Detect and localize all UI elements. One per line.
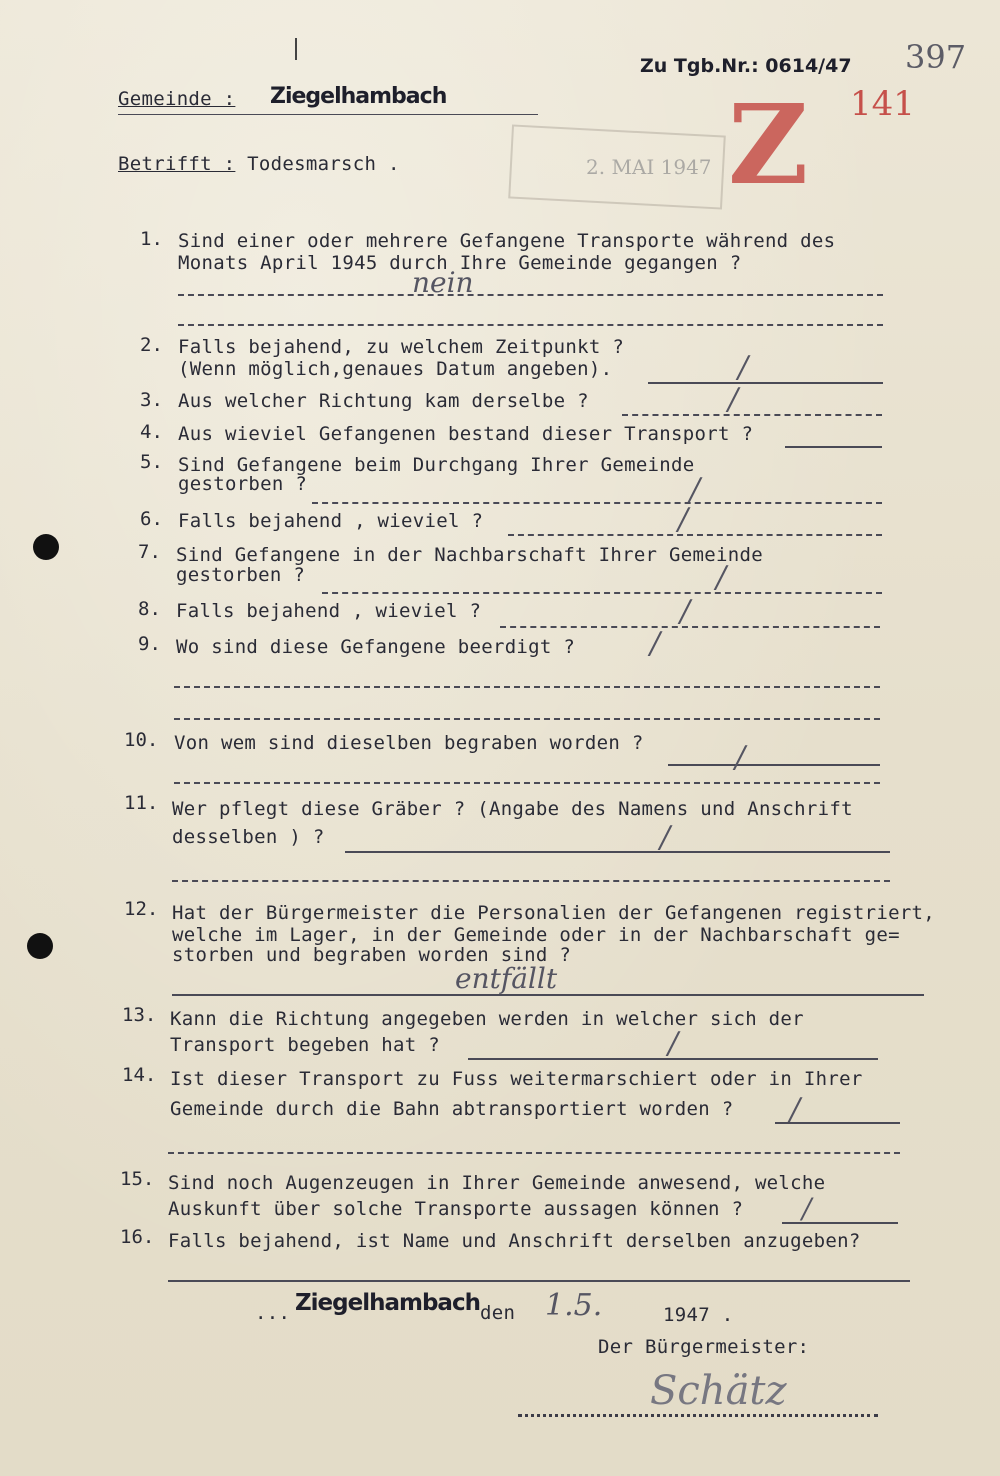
q11-line1: Wer pflegt diese Gräber ? (Angabe des Namens und Anschrift bbox=[172, 798, 853, 820]
q10-answer-line2 bbox=[174, 782, 880, 784]
q11-answer-line bbox=[345, 851, 890, 853]
betrifft-value: Todesmarsch . bbox=[247, 153, 400, 175]
q1-number: 1. bbox=[140, 228, 163, 250]
reference-number: Zu Tgb.Nr.: 0614/47 bbox=[640, 55, 852, 77]
page-number: 397 bbox=[905, 38, 967, 76]
top-tick-mark bbox=[295, 38, 297, 60]
q15-answer[interactable]: / bbox=[802, 1192, 812, 1225]
q16-answer-line bbox=[168, 1280, 910, 1282]
q6-answer[interactable]: / bbox=[678, 502, 689, 537]
signature-line bbox=[518, 1414, 878, 1417]
q13-answer[interactable]: / bbox=[668, 1026, 679, 1061]
q10-answer-line bbox=[668, 764, 880, 766]
q5-number: 5. bbox=[140, 451, 163, 473]
q6-number: 6. bbox=[140, 508, 163, 530]
q5-answer-line bbox=[312, 502, 882, 504]
q3-line1: Aus welcher Richtung kam derselbe ? bbox=[178, 390, 589, 412]
q2-number: 2. bbox=[140, 334, 163, 356]
q3-number: 3. bbox=[140, 389, 163, 411]
q2-line2: (Wenn möglich,genaues Datum angeben). bbox=[178, 358, 613, 380]
q13-line1: Kann die Richtung angegeben werden in welcher sich der bbox=[170, 1008, 804, 1030]
q13-number: 13. bbox=[122, 1004, 157, 1026]
q11-answer-line2 bbox=[172, 880, 890, 882]
betrifft-label: Betrifft : bbox=[118, 153, 236, 175]
q15-number: 15. bbox=[120, 1168, 155, 1190]
q2-answer[interactable]: / bbox=[738, 350, 749, 385]
q14-answer[interactable]: / bbox=[790, 1092, 801, 1127]
q10-number: 10. bbox=[124, 729, 159, 751]
q8-number: 8. bbox=[138, 598, 161, 620]
q3-answer[interactable]: / bbox=[728, 382, 739, 417]
red-annotation-number: 141 bbox=[850, 84, 915, 124]
q11-answer[interactable]: / bbox=[660, 820, 671, 855]
q7-answer-line bbox=[322, 592, 882, 594]
q8-line1: Falls bejahend , wieviel ? bbox=[176, 600, 482, 622]
q1-answer-line2 bbox=[178, 324, 883, 326]
footer-leader: ... bbox=[255, 1302, 291, 1324]
signatory-label: Der Bürgermeister: bbox=[598, 1336, 810, 1358]
footer-place-stamp: Ziegelhambach bbox=[295, 1290, 480, 1316]
q9-answer-line bbox=[174, 686, 880, 688]
q1-line1: Sind einer oder mehrere Gefangene Transporte während des bbox=[178, 230, 836, 252]
q11-number: 11. bbox=[124, 792, 159, 814]
signature: Schätz bbox=[650, 1368, 787, 1414]
q12-line2: welche im Lager, in der Gemeinde oder in der Nachbarschaft ge= bbox=[172, 924, 900, 946]
q15-line1: Sind noch Augenzeugen in Ihrer Gemeinde anwesend, welche bbox=[168, 1172, 826, 1194]
footer-date[interactable]: 1.5. bbox=[545, 1288, 603, 1323]
q1-line2: Monats April 1945 durch Ihre Gemeinde gegangen ? bbox=[178, 252, 742, 274]
q2-answer-line bbox=[648, 382, 883, 384]
q9-line1: Wo sind diese Gefangene beerdigt ? bbox=[176, 636, 576, 658]
betrifft-row bbox=[118, 153, 400, 175]
q14-number: 14. bbox=[122, 1064, 157, 1086]
q14-answer-line2 bbox=[168, 1152, 900, 1154]
q3-answer-line bbox=[622, 414, 882, 416]
punch-hole-bottom bbox=[27, 933, 53, 959]
q12-line3: storben und begraben worden sind ? bbox=[172, 944, 572, 966]
q10-line1: Von wem sind dieselben begraben worden ? bbox=[174, 732, 644, 754]
q14-line1: Ist dieser Transport zu Fuss weitermarschiert oder in Ihrer bbox=[170, 1068, 863, 1090]
q6-answer-line bbox=[508, 534, 882, 536]
q9-number: 9. bbox=[138, 633, 161, 655]
q15-line2: Auskunft über solche Transporte aussagen können ? bbox=[168, 1198, 744, 1220]
q4-line1: Aus wieviel Gefangenen bestand dieser Transport ? bbox=[178, 423, 754, 445]
q12-number: 12. bbox=[124, 898, 159, 920]
red-annotation-mark: Z bbox=[728, 80, 809, 209]
q12-line1: Hat der Bürgermeister die Personalien der Gefangenen registriert, bbox=[172, 902, 936, 924]
q7-number: 7. bbox=[138, 541, 161, 563]
q2-line1: Falls bejahend, zu welchem Zeitpunkt ? bbox=[178, 336, 625, 358]
q7-answer[interactable]: / bbox=[716, 560, 727, 595]
q10-answer[interactable]: / bbox=[735, 740, 746, 775]
footer-den: den bbox=[480, 1302, 516, 1324]
q12-answer[interactable]: entfällt bbox=[455, 962, 558, 995]
q4-answer-line bbox=[785, 446, 882, 448]
q5-line1: Sind Gefangene beim Durchgang Ihrer Gemeinde bbox=[178, 454, 695, 476]
q15-answer-line bbox=[782, 1222, 898, 1224]
q6-line1: Falls bejahend , wieviel ? bbox=[178, 510, 484, 532]
q16-line1: Falls bejahend, ist Name und Anschrift derselben anzugeben? bbox=[168, 1230, 861, 1252]
q4-number: 4. bbox=[140, 421, 163, 443]
q11-line2: desselben ) ? bbox=[172, 826, 325, 848]
received-stamp-frame bbox=[508, 124, 726, 209]
q7-line2: gestorben ? bbox=[176, 564, 306, 586]
q7-line1: Sind Gefangene in der Nachbarschaft Ihrer Gemeinde bbox=[176, 544, 763, 566]
q5-answer[interactable]: / bbox=[690, 472, 701, 507]
received-stamp: 2. MAI 1947 bbox=[586, 155, 712, 179]
q12-answer-line bbox=[172, 994, 924, 996]
gemeinde-label: Gemeinde : bbox=[118, 88, 236, 110]
punch-hole-top bbox=[33, 534, 59, 560]
q9-answer[interactable]: / bbox=[650, 626, 661, 661]
q1-answer[interactable]: nein bbox=[412, 266, 474, 299]
q9-answer-line2 bbox=[174, 718, 880, 720]
gemeinde-underline bbox=[118, 114, 538, 115]
q16-number: 16. bbox=[120, 1226, 155, 1248]
q13-line2: Transport begeben hat ? bbox=[170, 1034, 440, 1056]
q8-answer[interactable]: / bbox=[680, 594, 691, 629]
q1-answer-line bbox=[178, 294, 883, 296]
q5-line2: gestorben ? bbox=[178, 473, 308, 495]
gemeinde-stamp: Ziegelhambach bbox=[270, 84, 447, 109]
footer-year: 1947 . bbox=[663, 1304, 734, 1326]
q14-line2: Gemeinde durch die Bahn abtransportiert worden ? bbox=[170, 1098, 734, 1120]
